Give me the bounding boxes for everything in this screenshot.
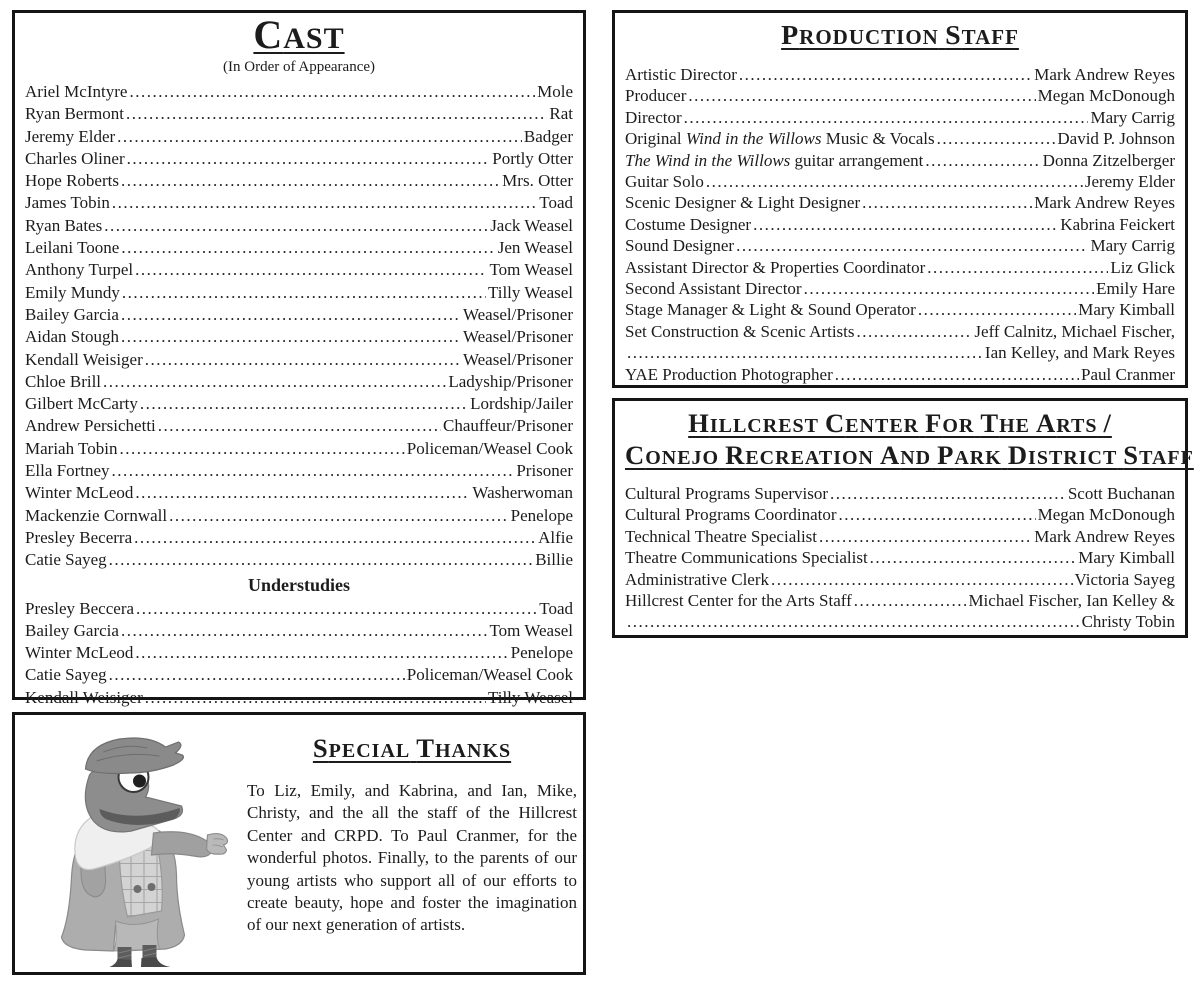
dot-leader <box>135 259 487 281</box>
hillcrest-staff-list <box>625 483 1175 633</box>
credit-role: Christy Tobin <box>1081 612 1175 632</box>
hillcrest-title-line1 <box>625 409 1175 441</box>
credit-name: Director <box>625 107 682 127</box>
credit-row <box>625 342 1175 363</box>
credit-name: Bailey Garcia <box>25 304 119 324</box>
production-staff-title <box>625 21 1175 52</box>
credit-name: Original Wind in the Willows Music & Vocals <box>625 129 935 149</box>
dot-leader <box>122 282 486 304</box>
credit-role: Mole <box>537 82 573 101</box>
credit-row <box>625 547 1175 568</box>
credit-name: Presley Beccera <box>25 598 135 618</box>
dot-leader <box>112 192 537 214</box>
hillcrest-title-line2-text: CONEJO RECREATION AND PARK DISTRICT STAFF <box>625 440 1194 470</box>
credit-role: Policeman/Weasel Cook <box>406 438 573 458</box>
toad-illustration-svg <box>31 727 236 967</box>
credit-role: Mary Kimball <box>1078 548 1175 568</box>
credit-row <box>625 128 1175 149</box>
credit-row <box>25 148 573 170</box>
dot-leader <box>771 569 1073 590</box>
credit-role: Prisoner <box>516 461 573 481</box>
credit-row <box>25 126 573 148</box>
hillcrest-title-line2 <box>625 440 1194 473</box>
credit-role: Mark Andrew Reyes <box>1034 65 1175 84</box>
dot-leader <box>169 505 509 527</box>
special-thanks-title <box>247 733 577 766</box>
credit-row <box>25 549 573 571</box>
credit-role: Victoria Sayeg <box>1074 569 1175 589</box>
dot-leader <box>134 527 536 549</box>
credit-role: Jeff Calnitz, Michael Fischer, <box>974 321 1175 341</box>
credit-role: Portly Otter <box>492 148 573 168</box>
dot-leader <box>136 598 537 620</box>
hillcrest-crpd-section <box>612 398 1194 638</box>
dot-leader <box>819 526 1032 547</box>
dot-leader <box>854 590 967 611</box>
credit-role: Toad <box>539 193 573 213</box>
credit-name: Producer <box>625 86 687 106</box>
credit-role: David P. Johnson <box>1057 129 1175 149</box>
credit-row <box>25 598 573 620</box>
dot-leader <box>103 371 446 393</box>
credit-role: Tom Weasel <box>489 620 573 640</box>
credit-row <box>625 321 1175 342</box>
credit-name: Chloe Brill <box>25 371 102 391</box>
credit-row <box>25 103 573 125</box>
credit-row <box>25 438 573 460</box>
credit-row <box>25 415 573 437</box>
dot-leader <box>627 611 1080 632</box>
credit-role: Kabrina Feickert <box>1060 214 1175 234</box>
understudies-heading: Understudies <box>247 574 350 595</box>
credit-row <box>25 349 573 371</box>
credit-row <box>625 483 1175 504</box>
credit-row <box>25 326 573 348</box>
dot-leader <box>937 128 1056 149</box>
credit-row <box>25 664 573 686</box>
credit-row <box>625 504 1175 525</box>
credit-name: Andrew Persichetti <box>25 416 156 436</box>
dot-leader <box>688 85 1035 106</box>
credit-role: Jack Weasel <box>490 215 573 235</box>
credit-name: Emily Mundy <box>25 282 120 302</box>
credit-row <box>625 278 1175 299</box>
credit-row <box>625 85 1175 106</box>
credit-role: Penelope <box>510 505 573 525</box>
credit-name: The Wind in the Willows guitar arrangement <box>625 150 924 170</box>
credit-row <box>625 235 1175 256</box>
credit-name: Cultural Programs Coordinator <box>625 505 837 525</box>
credit-name: Artistic Director <box>625 65 737 84</box>
credit-row <box>625 611 1175 632</box>
dot-leader <box>135 482 470 504</box>
dot-leader <box>135 642 508 664</box>
credit-row <box>25 259 573 281</box>
credit-row <box>625 192 1175 213</box>
cast-title <box>25 12 573 57</box>
credit-row <box>625 257 1175 278</box>
credit-row <box>625 64 1175 85</box>
credit-role: Mark Andrew Reyes <box>1034 193 1175 213</box>
credit-name: Sound Designer <box>625 236 735 256</box>
credit-role: Tom Weasel <box>489 260 573 280</box>
credit-row <box>25 371 573 393</box>
credit-role: Donna Zitzelberger <box>1042 150 1175 170</box>
credit-role: Weasel/Prisoner <box>462 304 573 324</box>
credit-name: Technical Theatre Specialist <box>625 526 818 546</box>
credit-name: Gilbert McCarty <box>25 394 138 414</box>
credit-role: Megan McDonough <box>1037 86 1175 106</box>
credit-name: Winter McLeod <box>25 483 134 503</box>
dot-leader <box>627 342 983 363</box>
credit-row <box>25 482 573 504</box>
credit-role: Jen Weasel <box>497 238 573 258</box>
production-staff-section <box>612 10 1188 388</box>
dot-leader <box>112 460 515 482</box>
dot-leader <box>684 107 1089 128</box>
credit-row <box>625 364 1175 385</box>
hillcrest-title-line1-text: HILLCREST CENTER FOR THE ARTS / <box>688 408 1112 438</box>
dot-leader <box>109 664 405 686</box>
credit-row <box>625 214 1175 235</box>
credit-name: Hillcrest Center for the Arts Staff <box>625 591 852 611</box>
credit-row <box>25 687 573 709</box>
dot-leader <box>753 214 1058 235</box>
credit-row <box>25 282 573 304</box>
dot-leader <box>145 349 461 371</box>
dot-leader <box>109 549 534 571</box>
dot-leader <box>870 547 1077 568</box>
credit-name: Winter McLeod <box>25 643 134 663</box>
credit-name: Ryan Bermont <box>25 104 124 124</box>
credit-role: Policeman/Weasel Cook <box>406 665 573 685</box>
credit-name: Second Assistant Director <box>625 279 802 299</box>
cast-list <box>25 81 573 572</box>
credit-name: Administrative Clerk <box>625 569 770 589</box>
dot-leader <box>918 299 1076 320</box>
credit-name: Mackenzie Cornwall <box>25 505 168 525</box>
credit-name: Theatre Communications Specialist <box>625 548 868 568</box>
dot-leader <box>739 64 1032 85</box>
cast-title-text: CAST <box>253 12 345 57</box>
dot-leader <box>927 257 1108 278</box>
credit-row <box>25 393 573 415</box>
credit-role: Mary Carrig <box>1090 236 1175 256</box>
credit-role: Ladyship/Prisoner <box>448 371 573 391</box>
special-thanks-section <box>12 712 586 975</box>
credit-row <box>25 505 573 527</box>
dot-leader <box>127 148 491 170</box>
credit-role: Chauffeur/Prisoner <box>443 416 573 436</box>
credit-name: James Tobin <box>25 193 110 213</box>
dot-leader <box>830 483 1066 504</box>
credit-name: Kendall Weisiger <box>25 687 143 707</box>
credit-role: Emily Hare <box>1096 279 1175 299</box>
credit-name: YAE Production Photographer <box>625 364 833 384</box>
credit-role: Penelope <box>510 643 573 663</box>
credit-row <box>25 527 573 549</box>
credit-name: Bailey Garcia <box>25 620 119 640</box>
credit-name: Aidan Stough <box>25 327 119 347</box>
credit-role: Weasel/Prisoner <box>462 327 573 347</box>
credit-name: Cultural Programs Supervisor <box>625 484 829 503</box>
credit-row <box>625 171 1175 192</box>
dot-leader <box>158 415 441 437</box>
credit-name: Charles Oliner <box>25 148 125 168</box>
credit-role: Billie <box>535 550 573 570</box>
credit-name: Ryan Bates <box>25 215 103 235</box>
dot-leader <box>145 687 486 709</box>
credit-role: Jeremy Elder <box>1084 172 1175 192</box>
credit-role: Washerwoman <box>472 483 573 503</box>
credit-role: Michael Fischer, Ian Kelley & <box>968 591 1175 611</box>
dot-leader <box>835 364 1079 385</box>
credit-role: Toad <box>539 598 573 618</box>
credit-name: Catie Sayeg <box>25 550 107 570</box>
credit-row <box>25 237 573 259</box>
credit-role: Mary Kimball <box>1078 300 1175 320</box>
credit-row <box>25 460 573 482</box>
credit-name: Guitar Solo <box>625 172 704 192</box>
credit-name: Hope Roberts <box>25 171 119 191</box>
dot-leader <box>736 235 1088 256</box>
cast-section <box>12 10 586 707</box>
credit-role: Tilly Weasel <box>487 687 573 707</box>
credit-role: Rat <box>549 104 573 124</box>
credit-name: Kendall Weisiger <box>25 349 143 369</box>
cast-subtitle: (In Order of Appearance) <box>223 59 375 75</box>
dot-leader <box>925 150 1040 171</box>
special-thanks-content <box>247 733 577 937</box>
credit-name: Catie Sayeg <box>25 665 107 685</box>
credit-name: Assistant Director & Properties Coordinator <box>625 257 926 277</box>
dot-leader <box>121 237 495 259</box>
dot-leader <box>119 438 404 460</box>
credit-row <box>25 192 573 214</box>
special-thanks-body: To Liz, Emily, and Kabrina, and Ian, Mike, Christy, and the all the staff of the Hillcrest Center and CRPD. To Paul Cranmer, for the wonderful photos. Finally, to the parents of our young artists who support all of our efforts to create beauty, hope and foster the imagination of our next generation of artists. <box>247 781 577 935</box>
credit-row <box>625 590 1175 611</box>
credit-row <box>625 299 1175 320</box>
credit-role: Mark Andrew Reyes <box>1034 526 1175 546</box>
credit-name: Costume Designer <box>625 214 752 234</box>
dot-leader <box>857 321 973 342</box>
credit-role: Ian Kelley, and Mark Reyes <box>984 343 1175 363</box>
credit-role: Weasel/Prisoner <box>462 349 573 369</box>
credit-role: Mary Carrig <box>1090 107 1175 127</box>
credit-row <box>625 526 1175 547</box>
credit-role: Megan McDonough <box>1037 505 1175 525</box>
credit-name: Scenic Designer & Light Designer <box>625 193 861 213</box>
credit-row <box>25 215 573 237</box>
credit-role: Badger <box>523 126 573 146</box>
dot-leader <box>126 103 547 125</box>
credit-name: Presley Becerra <box>25 527 133 547</box>
credit-name: Anthony Turpel <box>25 260 134 280</box>
credit-row <box>25 304 573 326</box>
credit-name: Jeremy Elder <box>25 126 116 146</box>
credit-row <box>25 642 573 664</box>
credit-name: Ariel McIntyre <box>25 82 128 101</box>
production-staff-title-text: PRODUCTION STAFF <box>781 20 1019 51</box>
toad-character-illustration <box>31 727 236 967</box>
dot-leader <box>129 81 535 103</box>
credit-name: Leilani Toone <box>25 238 120 258</box>
credit-role: Liz Glick <box>1110 257 1175 277</box>
dot-leader <box>140 393 468 415</box>
credit-role: Alfie <box>538 527 573 547</box>
dot-leader <box>104 215 488 237</box>
credit-name: Set Construction & Scenic Artists <box>625 321 855 341</box>
credit-row <box>25 170 573 192</box>
credit-name: Ella Fortney <box>25 461 110 481</box>
credit-row <box>25 620 573 642</box>
dot-leader <box>117 126 522 148</box>
understudies-list <box>25 598 573 709</box>
production-staff-list <box>625 64 1175 385</box>
credit-role: Scott Buchanan <box>1067 484 1175 503</box>
credit-row <box>625 150 1175 171</box>
credit-role: Lordship/Jailer <box>470 394 573 414</box>
credit-name: Mariah Tobin <box>25 438 118 458</box>
dot-leader <box>706 171 1083 192</box>
credit-row <box>625 107 1175 128</box>
credit-role: Mrs. Otter <box>502 171 573 191</box>
credit-name: Stage Manager & Light & Sound Operator <box>625 300 916 320</box>
dot-leader <box>839 504 1036 525</box>
dot-leader <box>804 278 1095 299</box>
dot-leader <box>862 192 1032 213</box>
dot-leader <box>121 326 461 348</box>
special-thanks-title-text: SPECIAL THANKS <box>312 733 512 763</box>
credit-role: Tilly Weasel <box>487 282 573 302</box>
credit-row <box>625 569 1175 590</box>
credit-row <box>25 81 573 103</box>
credit-role: Paul Cranmer <box>1081 364 1175 384</box>
dot-leader <box>121 620 488 642</box>
dot-leader <box>121 170 500 192</box>
dot-leader <box>121 304 461 326</box>
